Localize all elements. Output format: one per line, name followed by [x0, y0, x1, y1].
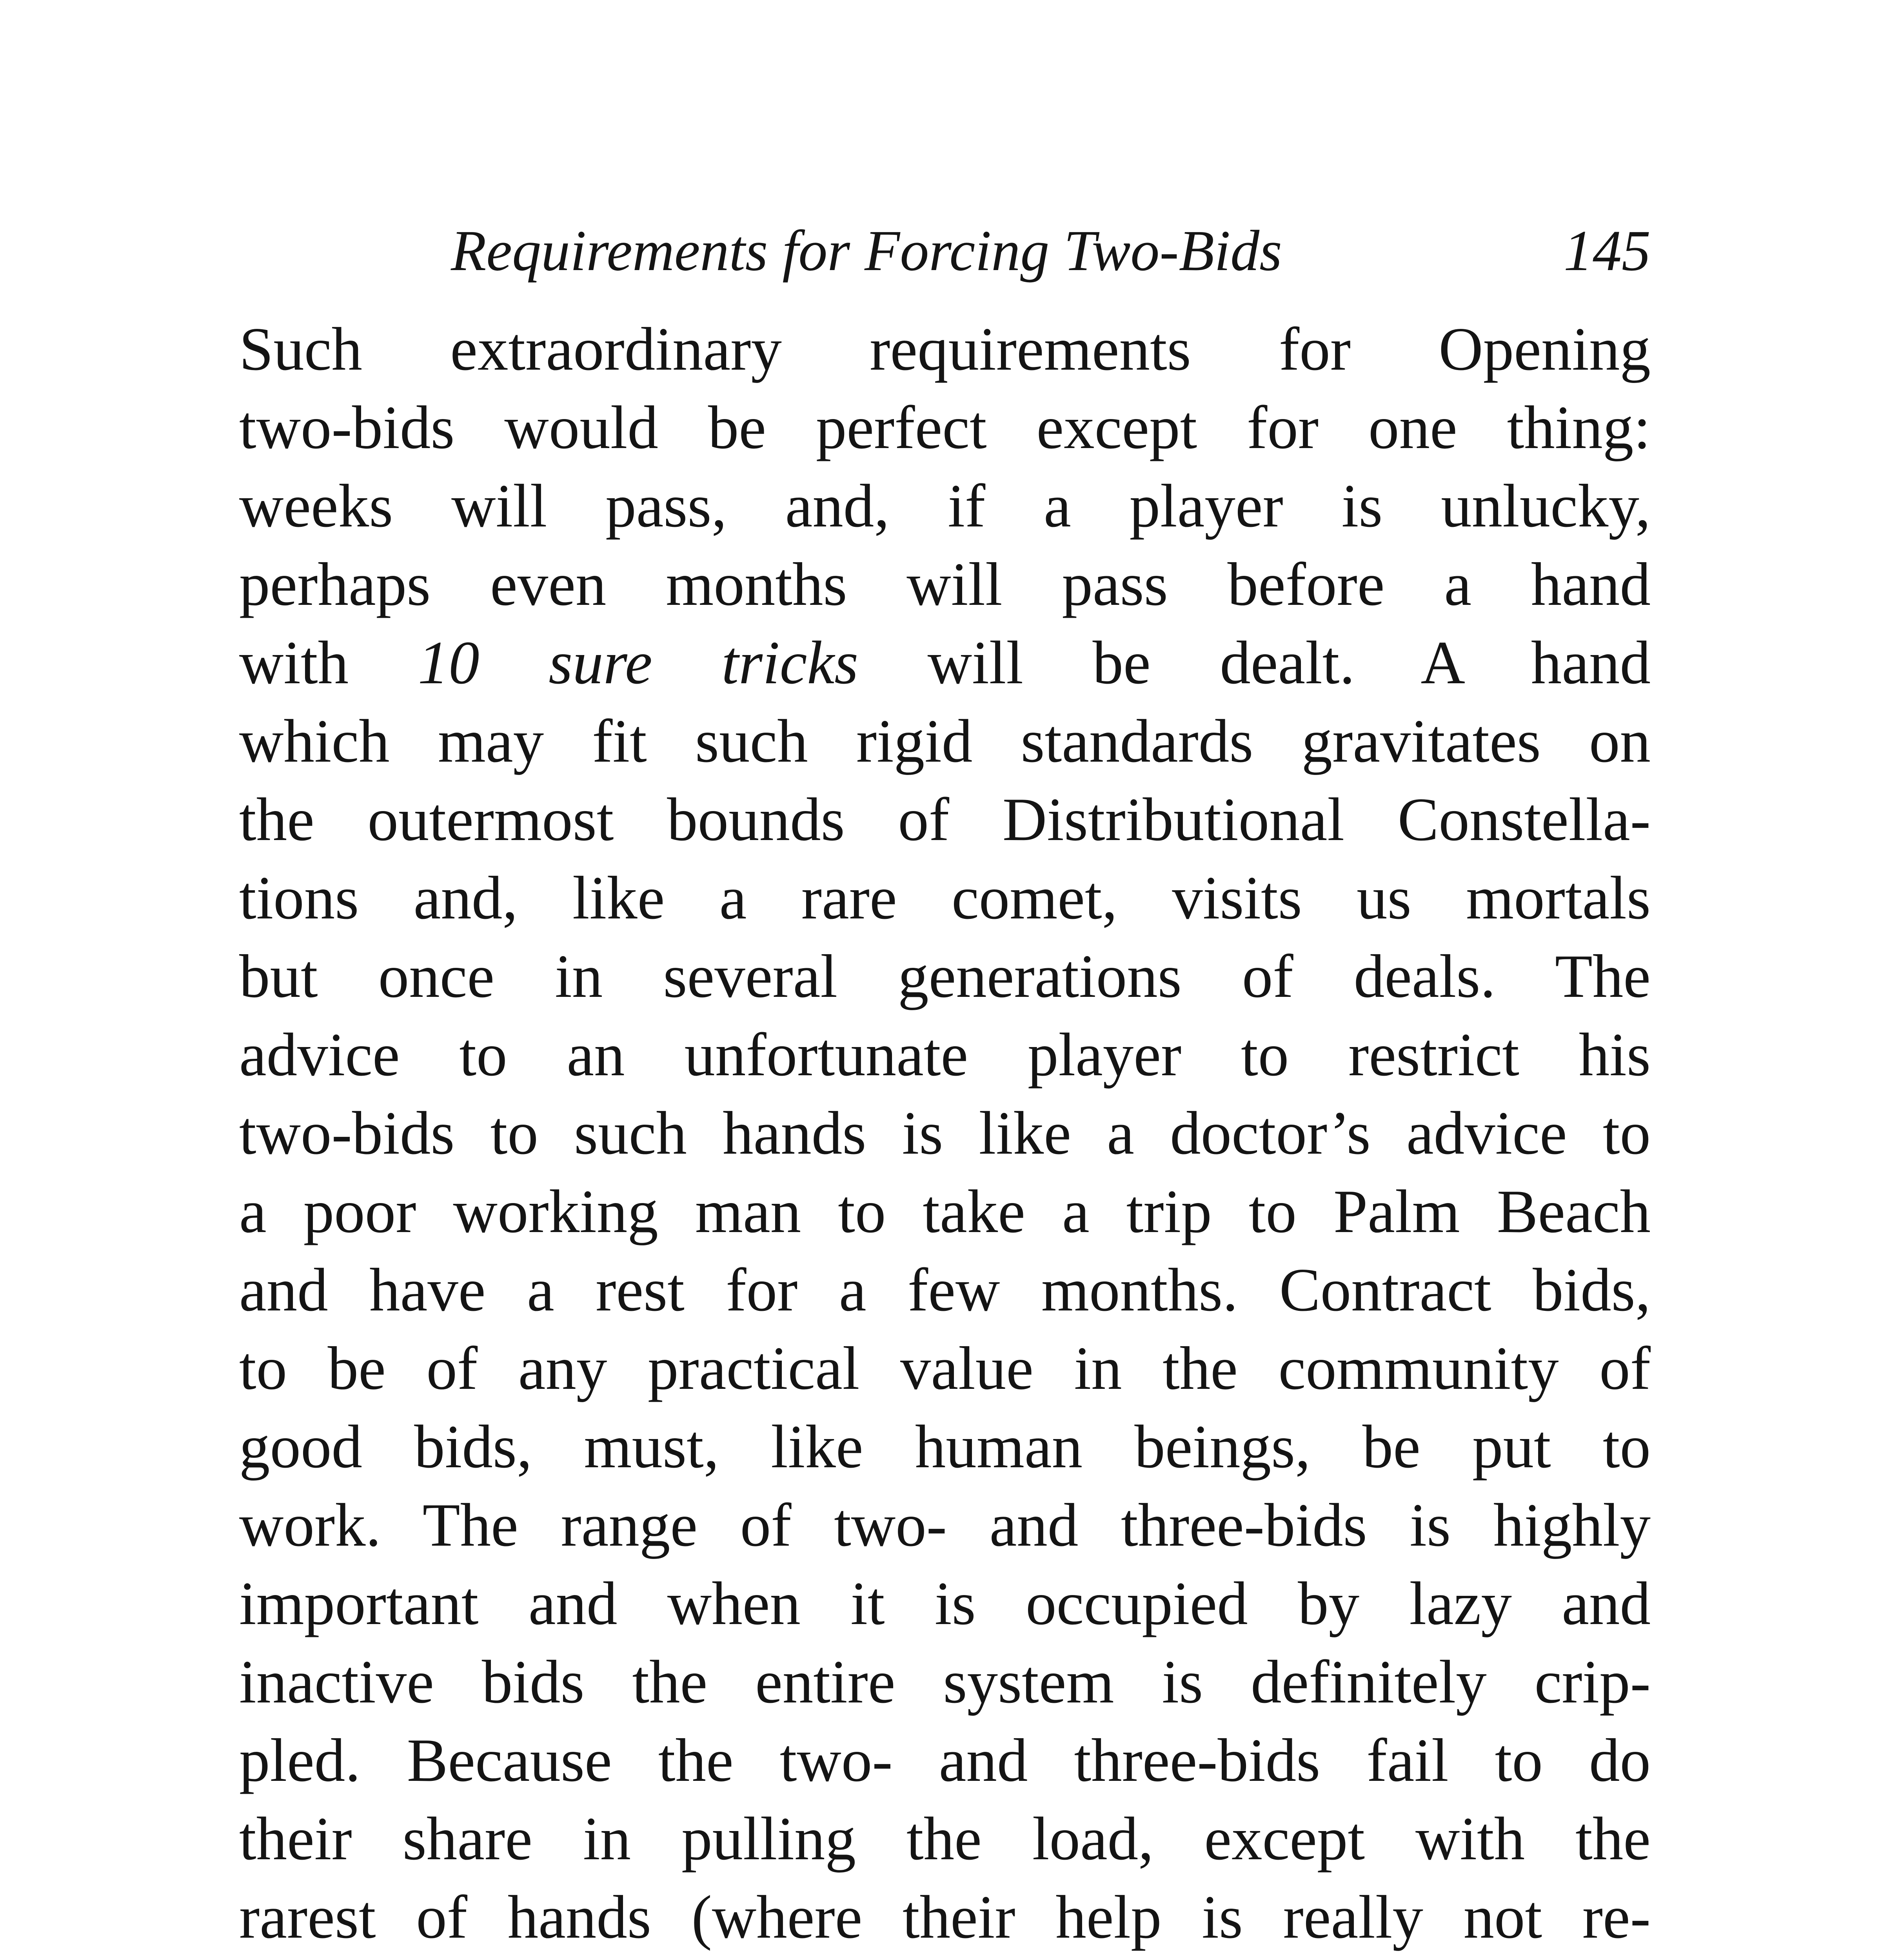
text-line: advice to an unfortunate player to restrict his — [239, 1020, 1651, 1089]
text-line: rarest of hands (where their help is really not re- — [239, 1883, 1651, 1951]
body-paragraph — [239, 310, 1651, 1960]
text-line: tions and, like a rare comet, visits us mortals — [239, 864, 1651, 932]
text-line: their share in pulling the load, except with the — [239, 1804, 1651, 1873]
text-line: which may fit such rigid standards gravitates on — [239, 707, 1651, 775]
running-head — [451, 212, 1651, 290]
text-line: work. The range of two- and three-bids is highly — [239, 1491, 1651, 1559]
running-title: Requirements for Forcing Two-Bids — [451, 219, 1282, 283]
text-line: the outermost bounds of Distributional Constella- — [239, 785, 1651, 853]
text-line — [239, 1956, 1651, 1960]
text-line: important and when it is occupied by lazy and — [239, 1569, 1651, 1637]
text-line: two-bids to such hands is like a doctor’s advice to — [239, 1099, 1651, 1167]
text-line: with 10 sure tricks will be dealt. A hand — [239, 628, 1651, 697]
text-line: to be of any practical value in the community of — [239, 1334, 1651, 1402]
emphasis: 10 sure tricks — [418, 628, 859, 697]
text-line: good bids, must, like human beings, be put to — [239, 1412, 1651, 1481]
text-line: but once in several generations of deals. The — [239, 942, 1651, 1010]
text-line: Such extraordinary requirements for Opening — [239, 315, 1651, 383]
text-line: and have a rest for a few months. Contract bids, — [239, 1256, 1651, 1324]
text-line: weeks will pass, and, if a player is unlucky, — [239, 472, 1651, 540]
page-number: 145 — [1564, 219, 1651, 283]
text-line: perhaps even months will pass before a hand — [239, 550, 1651, 618]
text-line: pled. Because the two- and three-bids fail to do — [239, 1726, 1651, 1794]
text-line: inactive bids the entire system is definitely crip- — [239, 1648, 1651, 1716]
text-line: a poor working man to take a trip to Palm Beach — [239, 1177, 1651, 1245]
text-line: two-bids would be perfect except for one thing: — [239, 393, 1651, 461]
